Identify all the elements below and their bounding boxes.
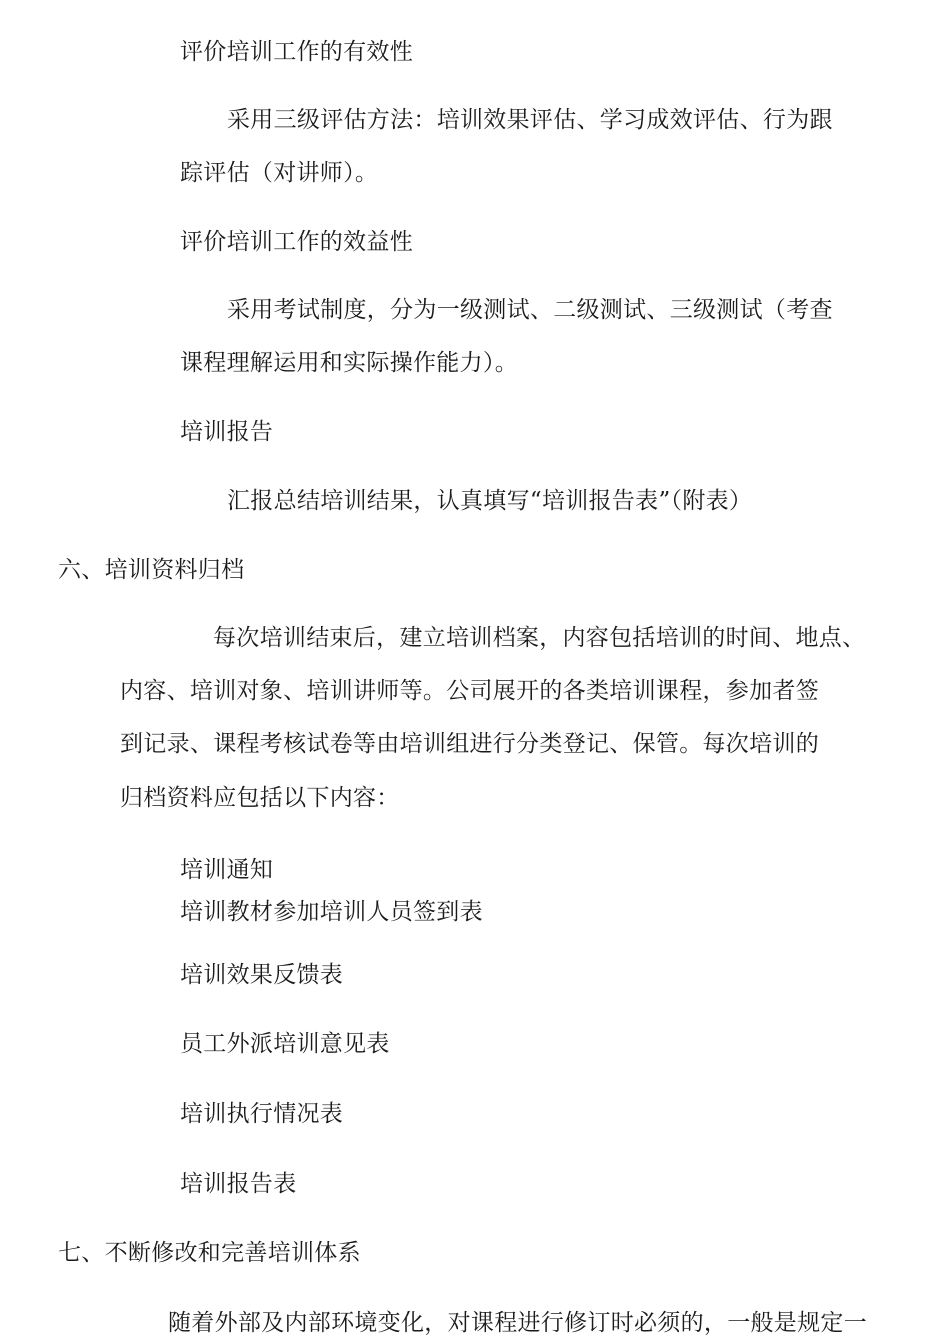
eval-benefit-body-line1: 采用考试制度，分为一级测试、二级测试、三级测试（考查: [227, 297, 833, 323]
eval-effectiveness-heading: 评价培训工作的有效性: [180, 39, 413, 65]
eval-benefit-body-line2: 课程理解运用和实际操作能力）。: [180, 350, 518, 376]
section6-para-line1: 每次培训结束后，建立培训档案，内容包括培训的时间、地点、: [213, 625, 866, 651]
section6-para-line2: 内容、培训对象、培训讲师等。公司展开的各类培训课程，参加者签: [120, 678, 819, 704]
section6-heading: 六、培训资料归档: [58, 557, 245, 583]
report-body: 汇报总结培训结果，认真填写“培训报告表”（附表）: [227, 488, 753, 514]
section7-heading: 七、不断修改和完善培训体系: [58, 1240, 361, 1266]
eval-benefit-heading: 评价培训工作的效益性: [180, 229, 413, 255]
archive-item: 培训教材参加培训人员签到表: [180, 899, 483, 925]
report-heading: 培训报告: [180, 419, 274, 445]
archive-item: 员工外派培训意见表: [180, 1031, 390, 1057]
archive-item: 培训执行情况表: [180, 1101, 344, 1127]
section6-para-line4: 归档资料应包括以下内容：: [120, 785, 400, 811]
archive-item: 培训效果反馈表: [180, 962, 344, 988]
eval-effectiveness-body-line2: 踪评估（对讲师）。: [180, 160, 379, 186]
archive-item: 培训通知: [180, 857, 274, 883]
eval-effectiveness-body-line1: 采用三级评估方法：培训效果评估、学习成效评估、行为跟: [227, 107, 833, 133]
section7-para-line1: 随着外部及内部环境变化，对课程进行修订时必须的，一般是规定一: [168, 1310, 867, 1336]
section6-para-line3: 到记录、课程考核试卷等由培训组进行分类登记、保管。每次培训的: [120, 731, 819, 757]
archive-item: 培训报告表: [180, 1171, 297, 1197]
